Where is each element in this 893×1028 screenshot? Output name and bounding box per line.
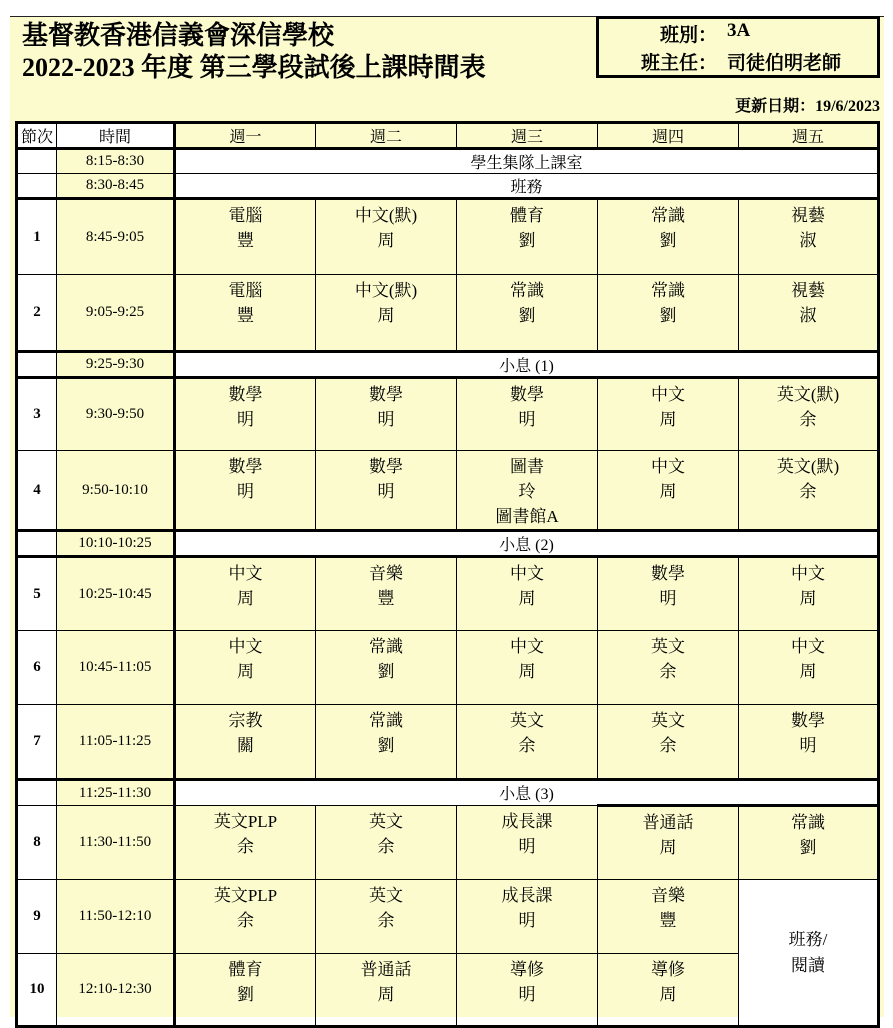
teacher-name: 劉 [659, 306, 677, 325]
subject-cell [598, 880, 739, 954]
teacher-name: 周 [377, 985, 395, 1004]
teacher-name: 周 [377, 306, 395, 325]
break-label: 小息 (2) [175, 531, 879, 557]
col-header-tuesday: 週二 [316, 123, 457, 149]
teacher-name: 周 [518, 662, 536, 681]
time-cell: 12:10-12:30 [57, 954, 175, 1027]
timetable [15, 121, 880, 1028]
subject-name: 中文 [510, 564, 544, 583]
timetable-page [10, 16, 884, 1017]
subject-cell [457, 806, 598, 880]
period-row [17, 451, 879, 531]
teacher-name: 明 [518, 911, 536, 930]
subject-cell [316, 451, 457, 531]
subject-name: 數學 [651, 564, 685, 583]
teacher-name: 余 [659, 662, 677, 681]
teacher-name: 劉 [518, 306, 536, 325]
subject-cell [316, 275, 457, 352]
subject-cell [739, 451, 879, 531]
subject-name: 體育 [510, 206, 544, 225]
subject-name: 中文 [228, 564, 263, 583]
subject-name: 視藝 [791, 206, 825, 225]
teacher-name: 周 [799, 662, 817, 681]
subject-cell [316, 378, 457, 451]
subject-name: 常識 [369, 711, 403, 730]
subject-name: 中文 [651, 457, 685, 476]
class-label: 班別： [659, 24, 717, 46]
period-number: 4 [17, 451, 57, 531]
subject-name: 常識 [651, 206, 685, 225]
subject-cell [175, 631, 316, 705]
subject-name: 數學 [510, 385, 544, 404]
subject-cell [457, 451, 598, 531]
subject-name: 英文 [651, 637, 685, 656]
subject-cell [175, 954, 316, 1027]
time-cell: 10:45-11:05 [57, 631, 175, 705]
teacher-name: 劉 [377, 736, 395, 755]
col-header-wednesday: 週三 [457, 123, 598, 149]
break-label: 小息 (1) [175, 352, 879, 378]
teacher-name: 余 [377, 911, 395, 930]
teacher-name: 余 [237, 911, 254, 930]
teacher-name: 周 [377, 231, 395, 250]
subject-cell [457, 954, 598, 1027]
subject-name: 數學 [791, 711, 825, 730]
subject-name: 常識 [369, 637, 403, 656]
subject-name: 數學 [228, 457, 263, 476]
subject-cell [598, 557, 739, 631]
subject-name: 英文PLP [213, 886, 278, 905]
period-number-empty [17, 780, 57, 806]
teacher-name: 明 [377, 410, 395, 429]
subject-name: 英文 [510, 711, 544, 730]
period-row [17, 199, 879, 275]
col-header-thursday: 週四 [598, 123, 739, 149]
class-teacher-label: 班主任： [640, 52, 717, 74]
subject-name: 中文 [791, 637, 825, 656]
teacher-name: 余 [799, 482, 817, 501]
subject-cell [739, 705, 879, 780]
subject-cell [457, 557, 598, 631]
subject-name: 音樂 [651, 886, 685, 905]
subject-cell [316, 631, 457, 705]
teacher-name: 余 [799, 410, 817, 429]
teacher-name: 豐 [377, 589, 395, 608]
subject-cell [175, 451, 316, 531]
subject-cell [316, 557, 457, 631]
period-number: 3 [17, 378, 57, 451]
subject-name: 英文 [369, 812, 403, 831]
subject-name: 中文(默) [354, 206, 418, 225]
subject-name: 中文 [791, 564, 825, 583]
col-header-period: 節次 [17, 123, 57, 149]
subject-name: 英文PLP [213, 812, 278, 831]
subject-cell [316, 806, 457, 880]
teacher-name: 玲 [518, 482, 536, 501]
teacher-name: 劉 [518, 231, 536, 250]
subject-cell [316, 880, 457, 954]
period-row [17, 705, 879, 780]
period-number: 5 [17, 557, 57, 631]
subject-cell [598, 199, 739, 275]
special-row [17, 174, 879, 199]
period-number: 2 [17, 275, 57, 352]
subject-name: 英文(默) [776, 457, 840, 476]
subject-cell [457, 631, 598, 705]
subject-name: 中文 [510, 637, 544, 656]
subject-name: 導修 [651, 960, 685, 979]
subject-cell [175, 275, 316, 352]
subject-cell [175, 378, 316, 451]
period-number: 9 [17, 880, 57, 954]
subject-name: 普通話 [360, 960, 412, 979]
updated-date: 更新日期：19/6/2023 [735, 98, 880, 115]
title-block [22, 20, 486, 84]
class-teacher-value: 司徒伯明老師 [727, 52, 842, 74]
subject-name: 電腦 [228, 281, 263, 300]
subject-cell [739, 557, 879, 631]
teacher-name: 周 [799, 589, 817, 608]
merged-cell-line: 班務/ [788, 929, 828, 949]
period-row [17, 631, 879, 705]
subject-cell [739, 631, 879, 705]
teacher-name: 劉 [377, 662, 395, 681]
time-cell: 9:30-9:50 [57, 378, 175, 451]
subject-cell [457, 705, 598, 780]
subject-name: 英文(默) [776, 385, 840, 404]
subject-cell [175, 199, 316, 275]
period-number: 7 [17, 705, 57, 780]
teacher-name: 劉 [659, 231, 677, 250]
subject-name: 成長課 [501, 886, 553, 905]
subject-cell [739, 275, 879, 352]
subject-name: 數學 [369, 385, 403, 404]
teacher-name: 余 [237, 837, 254, 856]
col-header-friday: 週五 [739, 123, 879, 149]
special-row [17, 149, 879, 174]
teacher-name: 豐 [659, 911, 677, 930]
subject-cell [598, 378, 739, 451]
subject-cell [598, 806, 739, 880]
subject-cell [739, 806, 879, 880]
header-row [17, 123, 879, 149]
subject-name: 視藝 [791, 281, 825, 300]
subject-cell [175, 705, 316, 780]
time-cell: 8:30-8:45 [57, 174, 175, 199]
teacher-name: 周 [659, 838, 677, 857]
time-cell: 9:05-9:25 [57, 275, 175, 352]
teacher-name: 余 [518, 736, 536, 755]
period-number-empty [17, 531, 57, 557]
teacher-name: 豐 [237, 306, 254, 325]
subject-cell [457, 378, 598, 451]
teacher-name: 明 [237, 410, 254, 429]
time-cell: 11:05-11:25 [57, 705, 175, 780]
subject-cell [598, 275, 739, 352]
subject-name: 導修 [510, 960, 544, 979]
period-number-empty [17, 174, 57, 199]
subject-cell [175, 557, 316, 631]
teacher-name: 明 [237, 482, 254, 501]
subject-name: 音樂 [369, 564, 403, 583]
period-number: 10 [17, 954, 57, 1027]
subject-cell [739, 199, 879, 275]
time-cell: 11:50-12:10 [57, 880, 175, 954]
teacher-name: 明 [377, 482, 395, 501]
period-number: 1 [17, 199, 57, 275]
period-row [17, 880, 879, 954]
teacher-name: 明 [659, 589, 677, 608]
time-cell: 8:45-9:05 [57, 199, 175, 275]
period-row [17, 275, 879, 352]
teacher-name: 明 [799, 736, 817, 755]
page-title: 2022-2023 年度 第三學段試後上課時間表 [22, 53, 486, 82]
teacher-name: 明 [518, 837, 536, 856]
break-row [17, 352, 879, 378]
subject-name: 英文 [651, 711, 685, 730]
teacher-name: 周 [237, 662, 254, 681]
subject-name: 體育 [228, 960, 263, 979]
school-name: 基督教香港信義會深信學校 [22, 21, 335, 50]
teacher-name: 周 [659, 410, 677, 429]
subject-name: 中文(默) [354, 281, 418, 300]
room-name: 圖書館A [495, 507, 559, 526]
subject-cell [598, 451, 739, 531]
teacher-name: 明 [518, 410, 536, 429]
time-cell: 8:15-8:30 [57, 149, 175, 174]
subject-name: 常識 [791, 813, 825, 832]
subject-name: 數學 [228, 385, 263, 404]
subject-cell [316, 705, 457, 780]
merged-cell-line: 閱讀 [791, 955, 825, 975]
subject-cell [175, 806, 316, 880]
time-cell: 9:50-10:10 [57, 451, 175, 531]
subject-cell [175, 880, 316, 954]
subject-cell [598, 705, 739, 780]
break-label: 小息 (3) [175, 780, 879, 806]
subject-cell [457, 880, 598, 954]
subject-name: 普通話 [642, 813, 694, 832]
class-value: 3A [727, 19, 751, 41]
teacher-name: 周 [659, 482, 677, 501]
subject-cell [457, 275, 598, 352]
teacher-name: 周 [518, 589, 536, 608]
subject-name: 圖書 [510, 457, 544, 476]
teacher-name: 余 [659, 736, 677, 755]
period-number: 6 [17, 631, 57, 705]
period-row [17, 557, 879, 631]
time-cell: 10:25-10:45 [57, 557, 175, 631]
time-cell: 10:10-10:25 [57, 531, 175, 557]
period-row [17, 378, 879, 451]
subject-name: 宗教 [228, 711, 263, 730]
break-row [17, 780, 879, 806]
teacher-name: 淑 [799, 306, 817, 325]
teacher-name: 劉 [237, 985, 254, 1004]
teacher-name: 周 [659, 985, 677, 1004]
col-header-monday: 週一 [175, 123, 316, 149]
teacher-name: 余 [377, 837, 395, 856]
teacher-name: 周 [237, 589, 254, 608]
time-cell: 9:25-9:30 [57, 352, 175, 378]
teacher-name: 關 [237, 736, 254, 755]
teacher-name: 明 [518, 985, 536, 1004]
period-number-empty [17, 352, 57, 378]
period-row [17, 806, 879, 880]
subject-name: 中文 [651, 385, 685, 404]
subject-cell [316, 199, 457, 275]
special-row-label: 班務 [175, 174, 879, 199]
period-number-empty [17, 149, 57, 174]
teacher-name: 豐 [237, 231, 254, 250]
subject-name: 成長課 [501, 812, 553, 831]
class-duty-reading-cell [739, 880, 879, 1027]
subject-cell [598, 954, 739, 1027]
teacher-name: 劉 [799, 838, 817, 857]
subject-name: 常識 [651, 281, 685, 300]
class-info-box [596, 16, 880, 78]
break-row [17, 531, 879, 557]
subject-name: 英文 [369, 886, 403, 905]
subject-cell [739, 378, 879, 451]
subject-name: 中文 [228, 637, 263, 656]
subject-cell [316, 954, 457, 1027]
subject-cell [598, 631, 739, 705]
subject-cell [457, 199, 598, 275]
col-header-time: 時間 [57, 123, 175, 149]
subject-name: 常識 [510, 281, 544, 300]
time-cell: 11:25-11:30 [57, 780, 175, 806]
subject-name: 電腦 [228, 206, 263, 225]
subject-name: 數學 [369, 457, 403, 476]
teacher-name: 淑 [799, 231, 817, 250]
special-row-label: 學生集隊上課室 [175, 149, 879, 174]
time-cell: 11:30-11:50 [57, 806, 175, 880]
period-number: 8 [17, 806, 57, 880]
